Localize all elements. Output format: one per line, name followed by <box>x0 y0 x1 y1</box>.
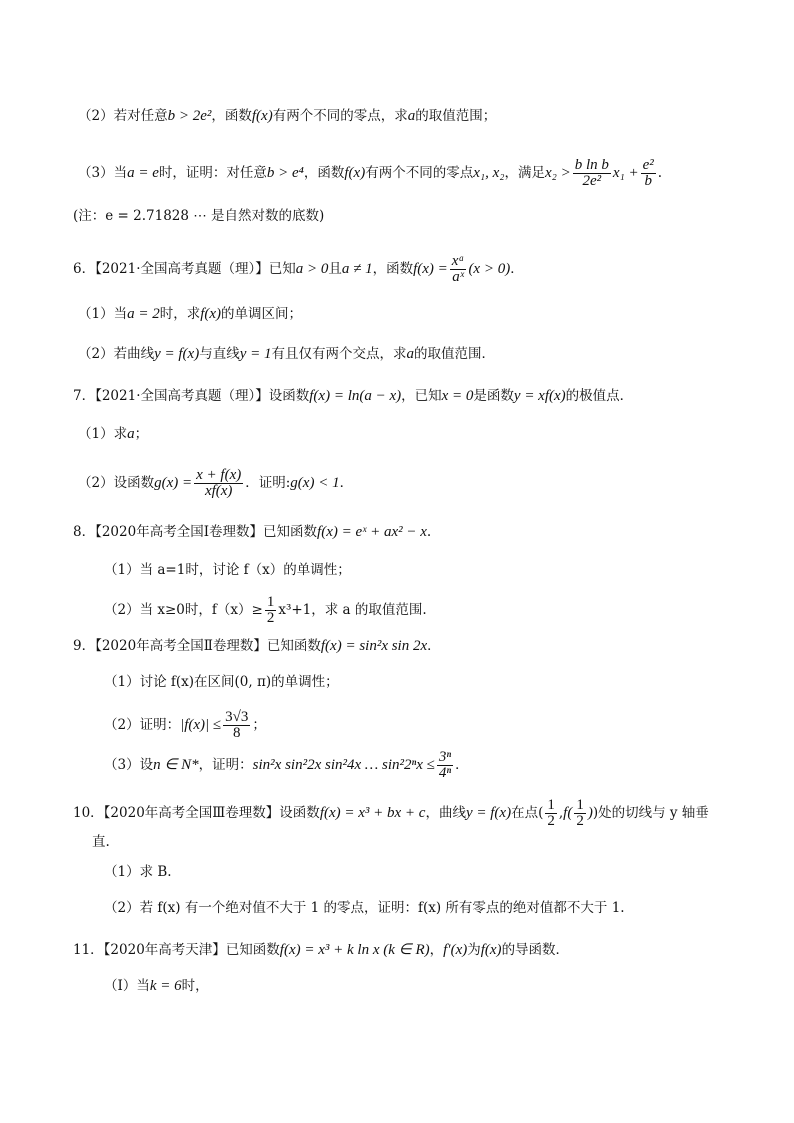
fraction: $\frac{1}{2}$ <box>547 797 555 829</box>
fraction: $\frac{\text{xᵃ}}{\text{aˣ}}$ <box>451 253 465 285</box>
fraction: $\frac{\text{b ln b}}{\text{2e²}}$ <box>574 157 609 189</box>
p6-part2: （2）若曲线y = f(x)与直线y = 1有且仅有两个交点，求a的取值范围． <box>78 346 495 362</box>
p9-part2: （2）证明：|f(x)| ≤ $\frac{3√3}{8}$ ； <box>104 709 266 741</box>
p10-heading: 10．【2020年高考全国Ⅲ卷理数】设函数f(x) = x³ + bx + c，曲线y = f(x)在点( $\frac{1}{2}$ ,f( $\frac{1}{2}$ ))处的切线与 y 轴垂 <box>73 797 709 829</box>
p11-part1: （Ⅰ）当k = 6时， <box>104 978 209 994</box>
p6-heading: 6．【2021·全国高考真题（理）】已知a > 0且a ≠ 1，函数f(x) = $\frac{\text{xᵃ}}{\text{aˣ}}$ (x > 0)． <box>73 253 524 285</box>
p11-heading: 11．【2020年高考天津】已知函数f(x) = x³ + k ln x (k ∈ R)，f′(x)为f(x)的导函数． <box>73 942 570 958</box>
p5-part3: （3）当a = e时，证明：对任意b > e⁴，函数f(x)有两个不同的零点x₁, x₂，满足x₂ > $\frac{\text{b ln b}}{\text{2e²}}$ x₁ + $\frac{\text{e²}}{b}$ . <box>78 157 663 189</box>
p7-heading: 7．【2021·全国高考真题（理）】设函数f(x) = ln(a − x)，已知x = 0是函数y = xf(x)的极值点． <box>73 388 634 404</box>
fraction: $\frac{x + f(x)}{xf(x)}$ <box>196 467 242 499</box>
p10-continuation: 直. <box>92 834 110 850</box>
p8-part1: （1）当 a=1时，讨论 f（x）的单调性； <box>104 562 351 578</box>
p9-part1: （1）讨论 f(x)在区间(0, π)的单调性； <box>104 674 339 690</box>
note: (注：e = 2.71828 ⋯ 是自然对数的底数) <box>73 208 325 224</box>
p7-part1: （1）求a； <box>78 426 149 442</box>
p8-heading: 8．【2020年高考全国Ⅰ卷理数】已知函数f(x) = eˣ + ax² − x. <box>73 524 432 540</box>
fraction: $\frac{1}{2}$ <box>266 594 275 626</box>
fraction: $\frac{\text{3ⁿ}}{\text{4ⁿ}}$ <box>438 749 452 781</box>
p7-part2: （2）设函数g(x) = $\frac{x + f(x)}{xf(x)}$ ．证明:g(x) < 1． <box>78 467 354 499</box>
fraction: $\frac{1}{2}$ <box>576 797 584 829</box>
p5-part2: （2）若对任意b > 2e²，函数f(x)有两个不同的零点，求a的取值范围； <box>78 108 497 124</box>
p10-part2: （2）若 f(x) 有一个绝对值不大于 1 的零点，证明：f(x) 所有零点的绝对值都不大于 1. <box>104 900 625 916</box>
p9-heading: 9．【2020年高考全国Ⅱ卷理数】已知函数f(x) = sin²x sin 2x． <box>73 638 441 654</box>
p8-part2: （2）当 x≥0时，f（x）≥ $\frac{1}{2}$ x³+1，求 a 的取值范围. <box>104 594 427 626</box>
p6-part1: （1）当a = 2时，求f(x)的单调区间； <box>78 306 303 322</box>
p10-part1: （1）求 B. <box>104 864 172 880</box>
p9-part3: （3）设n ∈ N*，证明：sin²x sin²2x sin²4x … sin²2ⁿx ≤ $\frac{\text{3ⁿ}}{\text{4ⁿ}}$ ． <box>104 749 469 781</box>
fraction: $\frac{3√3}{8}$ <box>225 709 249 741</box>
fraction: $\frac{\text{e²}}{b}$ <box>642 157 654 189</box>
